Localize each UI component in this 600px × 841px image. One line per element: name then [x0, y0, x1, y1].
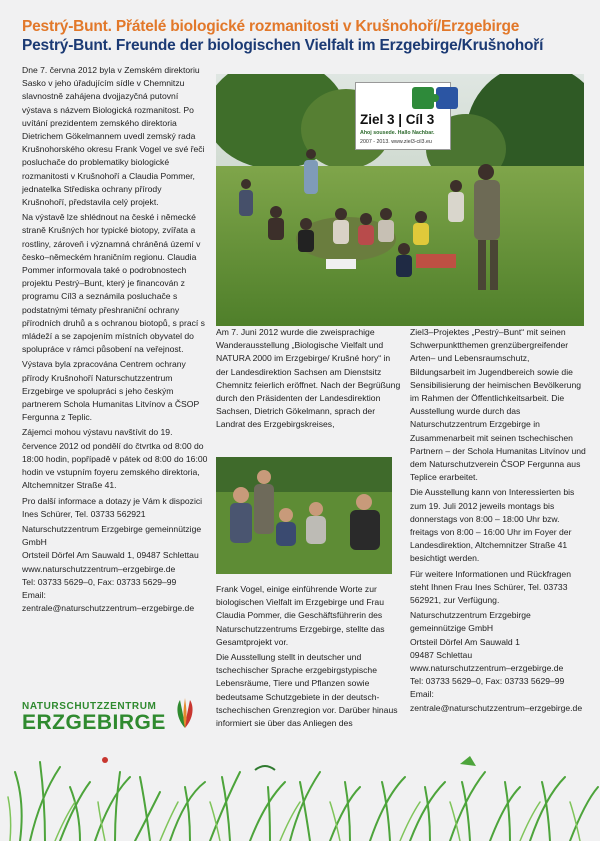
czech-address-org: Naturschutzzentrum Erzgebirge gemeinnützige GmbH [22, 523, 202, 548]
czech-paragraph: Dne 7. června 2012 byla v Zemském direktoriu Sasko v jeho úřadujícím sídle v Chemnitzu slavnostně zahájena dvojjazyčná putovní výstava s názvem Biologická rozmanitost. Po uvítání prezidentem zemského direktoria Dietrichem Gökelmannem uvedl zemský rada Krušnohorského okresu Frank Vogel ve své řeči posluchače do problematiky biologické rozmanitosti v Krušnohoří a Claudia Pommer, jednatelka Střediska ochrany přírody Krušnohoří, představila celý projekt. [22, 65, 205, 208]
logo-erzgebirge: ERZGEBIRGE [22, 711, 166, 734]
czech-paragraph: Výstava byla zpracována Centrem ochrany přírody Krušnohoří Naturschutzzentrum Erzgebirge ve spolupráci s jeho českým partnerem Schola Humanitas Litvínov a ČSOP Fergunna z Teplic. [22, 359, 200, 423]
title-czech: Pestrý-Bunt. Přátelé biologické rozmanitosti v Krušnohoří/Erzgebirge [22, 18, 520, 35]
ziel3-url: 2007 - 2013. www.ziel3-cil3.eu [360, 139, 432, 145]
german-paragraph: Die Ausstellung kann von Interessierten bis zum 19. Juli 2012 jeweils montags bis donnerstags von 8:00 – 18:00 Uhr bzw. freitags von 8:00 – 16:00 Uhr im Foyer der Landesdirektion, Altchemnitzer Straße 41 besichtigt werden. [410, 487, 575, 564]
czech-paragraph: Na výstavě lze shlédnout na české i německé straně Krušných hor typické biotopy, zvířata a rostliny, zároveň i významná chráněná území v česko–německém hraničním regionu. Claudia Pommer informovala také o podrobnostech projektu Pestrý–Bunt, který je financován z programu Cíl3 a seznámila posluchače s podstatnými tématy přeshraniční ochrany přírodních druhů a s ochranou biotopů, s prací s mládeží a se zapojením místních obyvatel do spolupráce v rámci působení na veřejnost. [22, 212, 205, 355]
puzzle-icon [410, 85, 462, 111]
german-website-link[interactable]: www.naturschutzzentrum–erzgebirge.de [410, 663, 564, 674]
german-article-part1 [216, 326, 402, 434]
czech-address-street: Ortsteil Dörfel Am Sauwald 1, 09487 Schlettau [22, 550, 199, 561]
ziel3-tagline: Ahoj sousede. Hallo Nachbar. [360, 130, 435, 136]
german-paragraph: Frank Vogel, einige einführende Worte zur biologischen Vielfalt im Erzgebirge und Frau Claudia Pommer, die Geschäftsführerin des Naturschutzzentrums Erzgebirge, stellte das Gesamtprojekt vor. [216, 584, 385, 647]
german-email-label: Email: [410, 689, 434, 700]
german-email-link[interactable]: zentrale@naturschutzzentrum–erzgebirge.de [410, 702, 583, 713]
german-phone: Tel: 03733 5629–0, Fax: 03733 5629–99 [410, 676, 565, 687]
czech-phone: Tel: 03733 5629–0, Fax: 03733 5629–99 [22, 576, 177, 587]
czech-paragraph: Zájemci mohou výstavu navštívit do 19. července 2012 od pondělí do čtvrtka od 8:00 do 18:00 hodin, popřípadě v pátek od 8:00 do 16:00 hodin ve vstupním foyeru zemského direktoria, Altchemnitzer Straße 41. [22, 427, 208, 491]
german-article-part2 [216, 583, 402, 732]
german-contact: Für weitere Informationen und Rückfragen steht Ihnen Frau Ines Schürer, Tel. 03733 562921, zur Verfügung. [410, 568, 571, 606]
leaf-logo-icon [172, 698, 198, 730]
children-meadow-photo [216, 457, 392, 574]
czech-contact: Pro další informace a dotazy je Vám k dispozici Ines Schürer, Tel. 03733 562921 [22, 495, 203, 519]
german-address-org: Naturschutzzentrum Erzgebirge gemeinnützige GmbH [410, 610, 531, 634]
ziel3-logo [355, 82, 451, 150]
czech-email-link[interactable]: zentrale@naturschutzzentrum–erzgebirge.de [22, 603, 195, 614]
german-paragraph: Am 7. Juni 2012 wurde die zweisprachige Wanderausstellung „Biologische Vielfalt und NATURA 2000 im Erzgebirge/ Krušné hory“ in der Landesdirektion Sachsen am Dienstsitz Chemnitz feierlich eröffnet. Nach der Begrüßung durch den Präsidenten der Landesdirektion Sachsen, Dietrich Gökelmann, sprach der Landrat des Erzgebirgskreises, [216, 327, 401, 430]
german-address-street: Ortsteil Dörfel Am Sauwald 1 [410, 636, 520, 647]
czech-article [22, 64, 208, 615]
logo-naturschutzzentrum: NATURSCHUTZZENTRUM [22, 701, 157, 712]
german-address-city: 09487 Schlettau [410, 649, 473, 660]
title-german: Pestrý-Bunt. Freunde der biologischen Vielfalt im Erzgebirge/Krušnohoří [22, 37, 544, 54]
german-paragraph: Ziel3–Projektes „Pestrý–Bunt“ mit seinen Schwerpunktthemen grenzübergreifender Arten– und Lebensraumschutz, Bildungsarbeit im Jugendbereich sowie die Sensibilisierung der heimischen Bevölkerung im Rahmen der Öffentlichkeitsarbeit. Die Ausstellung wurde durch das Naturschutzzentrum Erzgebirge in Zusammenarbeit mit seinen tschechischen Partnern – der Schola Humanitas Litvínov und dem Naturschutzverein ČSOP Fergunna aus Teplice erarbeitet. [410, 327, 586, 483]
german-paragraph: Die Ausstellung stellt in deutscher und tschechischer Sprache erzgebirgstypische Lebensräume, Tiere und Pflanzen sowie bedeutsame Schutzgebiete in der deutsch-tschechischen Grenzregion vor. Darüber hinaus informiert sie über das Anliegen des [216, 652, 398, 729]
grass-decoration [0, 742, 600, 841]
german-article-part3 [410, 326, 586, 715]
ziel3-title: Ziel 3 | Cíl 3 [360, 112, 435, 127]
czech-website-link[interactable]: www.naturschutzzentrum–erzgebirge.de [22, 563, 176, 574]
czech-email-label: Email: [22, 589, 46, 600]
small-photo [216, 457, 392, 574]
